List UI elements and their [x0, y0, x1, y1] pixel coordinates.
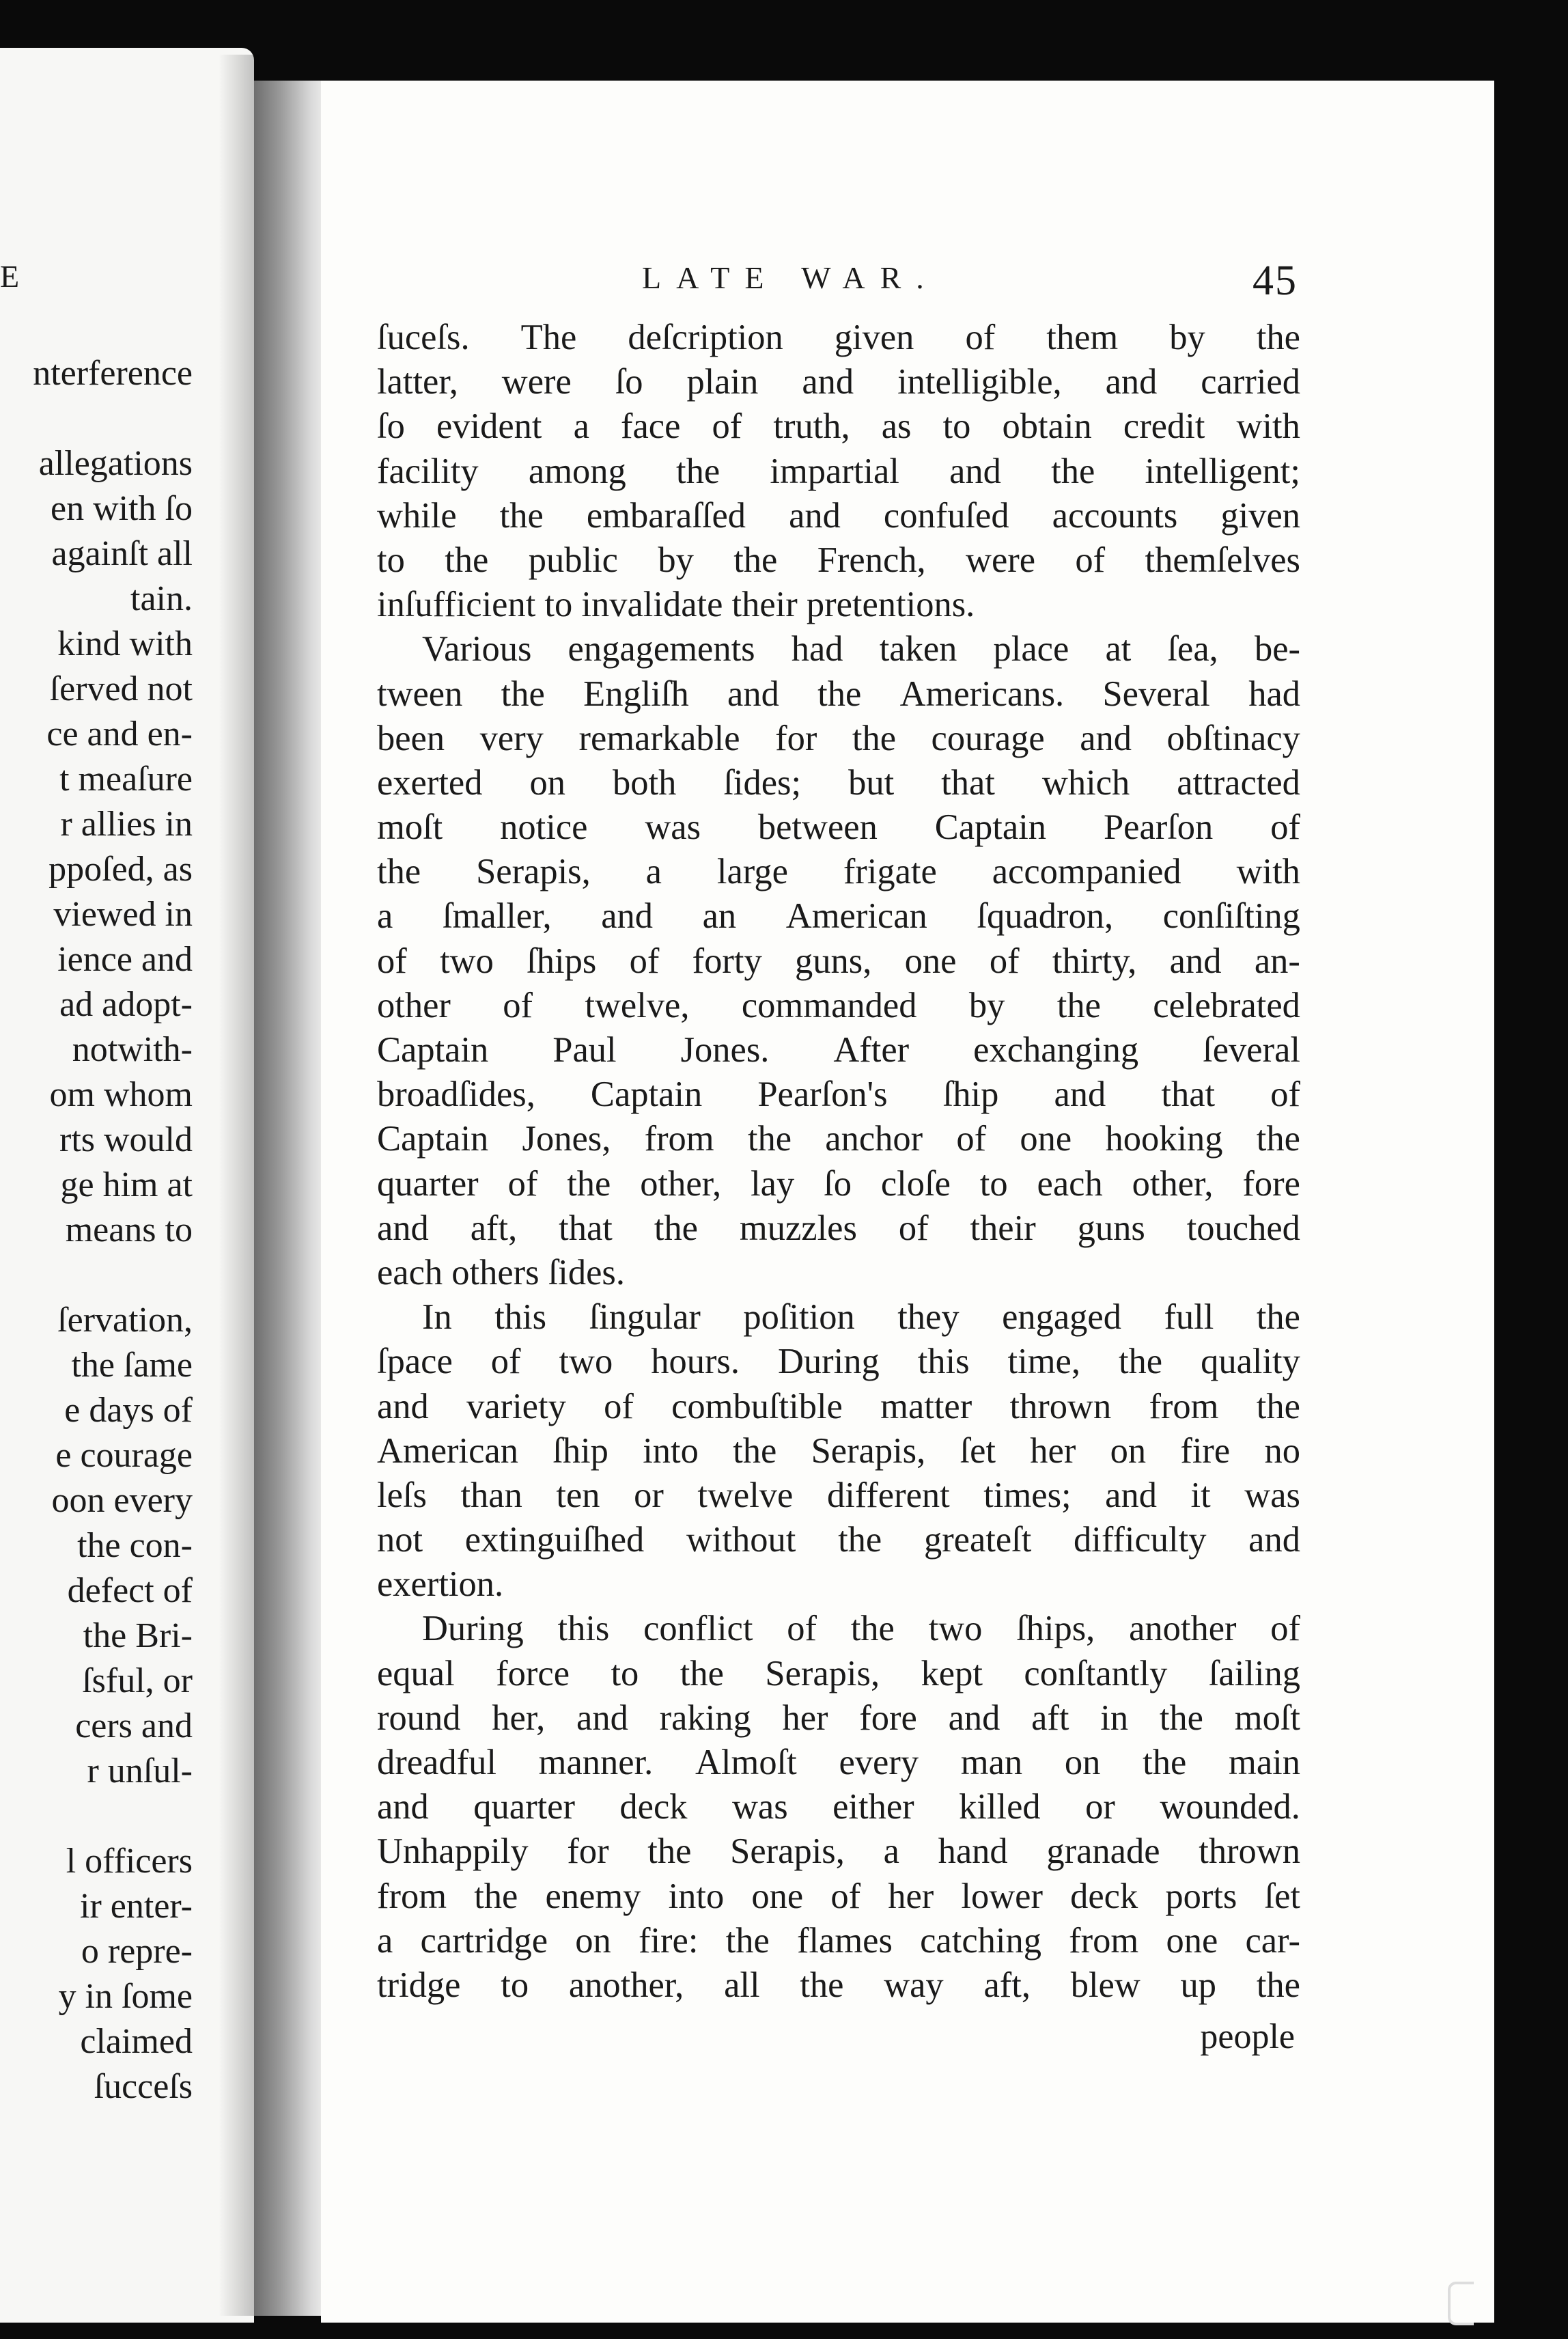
text-line: In this ſingular poſition they engaged full the	[422, 1297, 1300, 1338]
left-text-line	[33, 396, 193, 441]
left-text-line: oon every	[51, 1481, 193, 1520]
text-line: other of twelve, commanded by the celebrated	[377, 985, 1300, 1025]
left-text-line: ſsful, or	[82, 1661, 193, 1700]
left-text-line: the ſame	[71, 1346, 193, 1385]
body-text	[377, 316, 1300, 2008]
text-line: the Serapis, a large frigate accompanied with	[377, 852, 1300, 892]
text-line: a ſmaller, and an American ſquadron, conſiſting	[377, 896, 1300, 937]
left-text-line: o repre-	[81, 1932, 193, 1971]
text-line: broadſides, Captain Pearſon's ſhip and that of	[377, 1075, 1300, 1115]
text-line: a cartridge on fire: the flames catching from one car-	[377, 1920, 1300, 1961]
text-line: exertion.	[377, 1564, 504, 1605]
left-page-shadow	[219, 55, 260, 2316]
left-text-line	[33, 1253, 193, 1298]
running-head	[642, 258, 1311, 304]
left-text-line: r unſul-	[87, 1752, 193, 1790]
text-line: and aft, that the muzzles of their guns touched	[377, 1208, 1300, 1248]
book-gutter	[254, 81, 329, 2316]
text-line: exerted on both ſides; but that which attracted	[377, 762, 1300, 803]
left-running-head-fragment: E	[0, 259, 23, 294]
left-text-line: means to	[65, 1210, 193, 1249]
text-line: Unhappily for the Serapis, a hand granade thrown	[377, 1831, 1300, 1872]
text-line: and variety of combuſtible matter thrown from the	[377, 1386, 1300, 1426]
text-line: each others ſides.	[377, 1252, 625, 1292]
page-corner-mark	[1448, 2282, 1474, 2325]
text-line: Captain Paul Jones. After exchanging ſeveral	[377, 1030, 1300, 1070]
text-line: to the public by the French, were of themſelves	[377, 540, 1300, 580]
left-text-line: allegations	[38, 444, 193, 483]
left-text-line: tain.	[130, 579, 193, 618]
left-text-line: en with ſo	[51, 489, 193, 528]
text-line: been very remarkable for the courage and obſtinacy	[377, 718, 1300, 758]
left-text-line: ſervation,	[57, 1301, 193, 1340]
left-text-line: y in ſome	[58, 1977, 193, 2016]
text-line: from the enemy into one of her lower deck ports ſet	[377, 1876, 1300, 1916]
text-line: American ſhip into the Serapis, ſet her on fire no	[377, 1430, 1300, 1471]
left-text-line: l officers	[66, 1842, 193, 1881]
page-number: 45	[1252, 258, 1298, 304]
text-line: quarter of the other, lay ſo cloſe to each other, fore	[377, 1163, 1300, 1204]
left-page	[0, 48, 254, 2323]
left-text-line: ppoſed, as	[48, 850, 193, 889]
text-line: not extinguiſhed without the greateſt difficulty and	[377, 1520, 1300, 1560]
text-line: ſo evident a face of truth, as to obtain credit with	[377, 406, 1300, 447]
left-text-line: ad adopt-	[59, 985, 193, 1024]
left-text-line: ience and	[57, 940, 193, 979]
left-text-line: nterference	[33, 354, 193, 393]
text-line: inſufficient to invalidate their pretentions.	[377, 585, 975, 625]
left-text-line: the con-	[77, 1526, 193, 1565]
left-text-line: r allies in	[60, 805, 193, 844]
text-line: ſpace of two hours. During this time, the quality	[377, 1342, 1300, 1382]
text-line: leſs than ten or twelve different times; and it was	[377, 1475, 1300, 1515]
left-text-line: the Bri-	[83, 1616, 193, 1655]
left-text-line: ſucceſs	[94, 2067, 193, 2106]
text-line: moſt notice was between Captain Pearſon of	[377, 807, 1300, 848]
left-text-line	[33, 1794, 193, 1839]
text-line: tridge to another, all the way aft, blew up the	[377, 1965, 1300, 2005]
text-line: facility among the impartial and the intelligent;	[377, 451, 1300, 491]
text-line: while the embaraſſed and confuſed accounts given	[377, 495, 1300, 536]
text-line: tween the Engliſh and the Americans. Several had	[377, 674, 1300, 714]
left-text-line: kind with	[57, 624, 193, 663]
text-line: Various engagements had taken place at ſea, be-	[422, 629, 1300, 669]
catchword: people	[1200, 2017, 1295, 2056]
left-text-line: ir enter-	[80, 1887, 193, 1926]
left-text-line: t meaſure	[59, 760, 193, 799]
left-page-text	[33, 351, 193, 2109]
left-text-line: claimed	[80, 2022, 193, 2061]
text-line: and quarter deck was either killed or wounded.	[377, 1787, 1300, 1827]
left-text-line: rts would	[59, 1120, 193, 1159]
left-text-line: notwith-	[72, 1030, 193, 1069]
left-text-line: defect of	[67, 1571, 193, 1610]
left-text-line: e days of	[64, 1391, 193, 1430]
left-text-line: e courage	[55, 1436, 193, 1475]
text-line: latter, were ſo plain and intelligible, and carried	[377, 362, 1300, 402]
left-text-line: againſt all	[51, 534, 193, 573]
text-line: Captain Jones, from the anchor of one hooking the	[377, 1119, 1300, 1159]
left-text-line: om whom	[49, 1075, 193, 1114]
text-line: of two ſhips of forty guns, one of thirty, and an-	[377, 941, 1300, 981]
text-line: round her, and raking her fore and aft in the moſt	[377, 1698, 1300, 1738]
running-head-title: LATE WAR.	[642, 260, 939, 295]
text-line: ſuceſs. The deſcription given of them by the	[377, 318, 1300, 357]
left-text-line: ge him at	[60, 1165, 193, 1204]
text-line: During this conflict of the two ſhips, another of	[422, 1609, 1300, 1649]
text-line: dreadful manner. Almoſt every man on the main	[377, 1743, 1300, 1782]
left-text-line: cers and	[75, 1706, 193, 1745]
left-text-line: ſerved not	[49, 669, 193, 708]
left-text-line: ce and en-	[46, 715, 193, 753]
text-line: equal force to the Serapis, kept conſtantly ſailing	[377, 1653, 1300, 1693]
left-text-line: viewed in	[53, 895, 193, 934]
